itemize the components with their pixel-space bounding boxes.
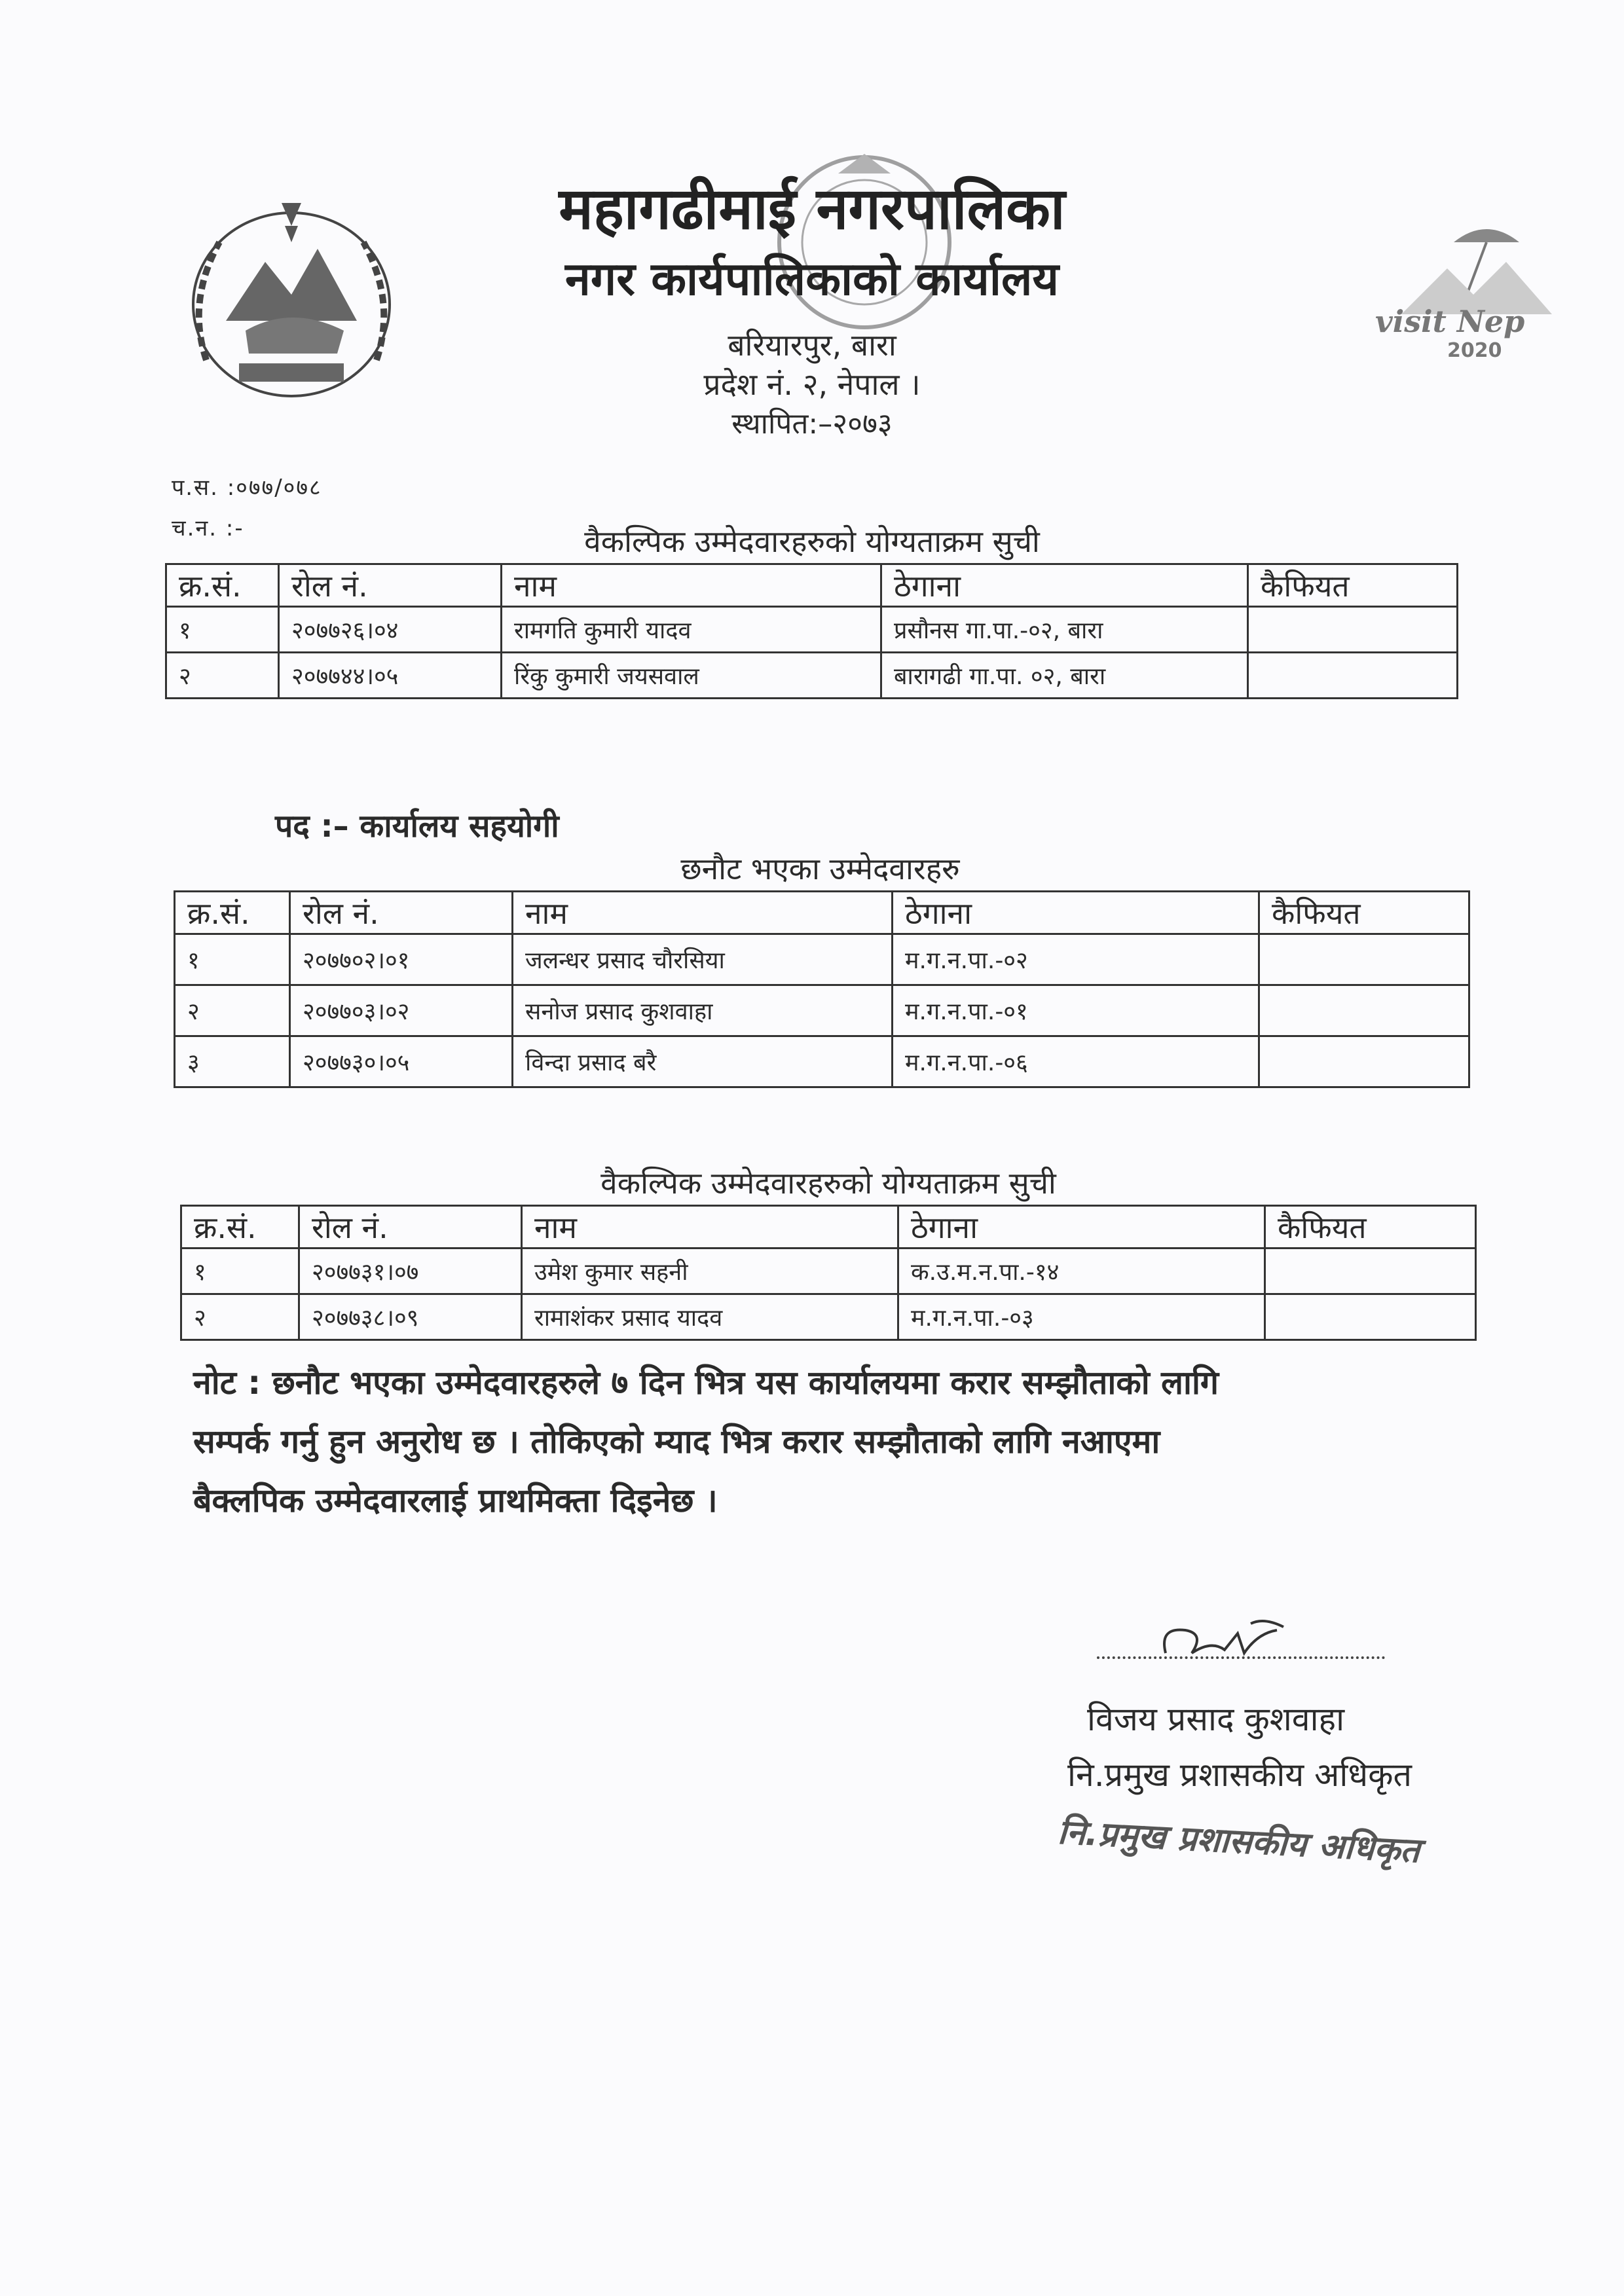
table-row xyxy=(181,1248,1476,1294)
designation-rubber-stamp: नि.प्रमुख प्रशासकीय अधिकृत xyxy=(1056,1812,1421,1871)
cell-name: रामगति कुमारी यादव xyxy=(502,607,881,653)
cell-roll: २०७७०२।०१ xyxy=(290,934,513,985)
established-year: स्थापित:–२०७३ xyxy=(731,407,893,441)
cell-remarks xyxy=(1259,985,1469,1036)
post-title: पद :– कार्यालय सहयोगी xyxy=(275,808,559,845)
cell-serial: २ xyxy=(166,653,279,699)
cell-name: उमेश कुमार सहनी xyxy=(522,1248,898,1294)
cell-address: म.ग.न.पा.-०२ xyxy=(893,934,1259,985)
address-line1: बरियारपुर, बारा xyxy=(728,327,896,363)
table3-title: वैकल्पिक उम्मेदवारहरुको योग्यताक्रम सुची xyxy=(600,1165,1056,1201)
col-roll: रोल नं. xyxy=(279,564,502,607)
cell-name: रिंकु कुमारी जयसवाल xyxy=(502,653,881,699)
office-name: नगर कार्यपालिकाको कार्यालय xyxy=(564,252,1060,306)
cell-address: म.ग.न.पा.-०१ xyxy=(893,985,1259,1036)
cell-name: विन्दा प्रसाद बरै xyxy=(513,1036,893,1087)
cell-serial: १ xyxy=(166,607,279,653)
note-line-3: बैक्लपिक उम्मेदवारलाई प्राथमिक्ता दिइनेछ । xyxy=(193,1482,718,1520)
cell-roll: २०७७४४।०५ xyxy=(279,653,502,699)
dispatch-number: च.न. :- xyxy=(172,515,244,541)
table-row xyxy=(166,653,1458,699)
signature-line xyxy=(1097,1656,1385,1659)
table-header-row xyxy=(181,1206,1476,1248)
col-name: नाम xyxy=(513,892,893,934)
note-line-2: सम्पर्क गर्नु हुन अनुरोध छ । तोकिएको म्याद भित्र करार सम्झौताको लागि नआएमा xyxy=(193,1423,1160,1461)
cell-name: सनोज प्रसाद कुशवाहा xyxy=(513,985,893,1036)
cell-remarks xyxy=(1259,934,1469,985)
col-roll: रोल नं. xyxy=(299,1206,522,1248)
cell-address: बारागढी गा.पा. ०२, बारा xyxy=(881,653,1248,699)
address-line2: प्रदेश नं. २, नेपाल । xyxy=(703,367,921,402)
cell-remarks xyxy=(1259,1036,1469,1087)
cell-serial: १ xyxy=(175,934,290,985)
col-name: नाम xyxy=(502,564,881,607)
col-name: नाम xyxy=(522,1206,898,1248)
table-row xyxy=(175,1036,1469,1087)
cell-roll: २०७७३८।०९ xyxy=(299,1294,522,1340)
table1-title: वैकल्पिक उम्मेदवारहरुको योग्यताक्रम सुची xyxy=(584,524,1040,559)
cell-address: क.उ.म.न.पा.-१४ xyxy=(898,1248,1265,1294)
table-row xyxy=(166,607,1458,653)
handwritten-signature xyxy=(1153,1614,1297,1673)
col-address: ठेगाना xyxy=(898,1206,1265,1248)
cell-address: प्रसौनस गा.पा.-०२, बारा xyxy=(881,607,1248,653)
signatory-name: विजय प्रसाद कुशवाहा xyxy=(1087,1700,1345,1738)
cell-serial: १ xyxy=(181,1248,299,1294)
cell-address: म.ग.न.पा.-०३ xyxy=(898,1294,1265,1340)
table-row xyxy=(175,934,1469,985)
table-row xyxy=(175,985,1469,1036)
cell-serial: २ xyxy=(175,985,290,1036)
signatory-title: नि.प्रमुख प्रशासकीय अधिकृत xyxy=(1067,1756,1412,1794)
cell-serial: २ xyxy=(181,1294,299,1340)
visit-nepal-text: visit Nep xyxy=(1375,304,1525,339)
cell-remarks xyxy=(1248,653,1458,699)
cell-name: जलन्धर प्रसाद चौरसिया xyxy=(513,934,893,985)
col-roll: रोल नं. xyxy=(290,892,513,934)
table-row xyxy=(181,1294,1476,1340)
cell-remarks xyxy=(1265,1294,1476,1340)
table-header-row xyxy=(175,892,1469,934)
col-address: ठेगाना xyxy=(881,564,1248,607)
col-serial: क्र.सं. xyxy=(166,564,279,607)
visit-nepal-logo xyxy=(1375,216,1559,386)
col-remarks: कैफियत xyxy=(1265,1206,1476,1248)
alternate-candidates-table-2 xyxy=(180,1205,1477,1341)
cell-name: रामाशंकर प्रसाद यादव xyxy=(522,1294,898,1340)
col-serial: क्र.सं. xyxy=(181,1206,299,1248)
visit-nepal-year: 2020 xyxy=(1447,339,1502,362)
col-address: ठेगाना xyxy=(893,892,1259,934)
col-remarks: कैफियत xyxy=(1259,892,1469,934)
cell-roll: २०७७२६।०४ xyxy=(279,607,502,653)
cell-remarks xyxy=(1265,1248,1476,1294)
alternate-candidates-table-1 xyxy=(165,563,1458,699)
cell-address: म.ग.न.पा.-०६ xyxy=(893,1036,1259,1087)
cell-serial: ३ xyxy=(175,1036,290,1087)
selected-candidates-table xyxy=(174,890,1470,1088)
org-name: महागढीमाई नगरपालिका xyxy=(559,175,1065,242)
note-line-1: नोट : छनौट भएका उम्मेदवारहरुले ७ दिन भित्र यस कार्यालयमा करार सम्झौताको लागि xyxy=(193,1364,1219,1402)
cell-roll: २०७७०३।०२ xyxy=(290,985,513,1036)
col-serial: क्र.सं. xyxy=(175,892,290,934)
cell-roll: २०७७३१।०७ xyxy=(299,1248,522,1294)
col-remarks: कैफियत xyxy=(1248,564,1458,607)
table-header-row xyxy=(166,564,1458,607)
fiscal-year-ref: प.स. :०७७/०७८ xyxy=(172,475,322,501)
cell-remarks xyxy=(1248,607,1458,653)
table2-title: छनौट भएका उम्मेदवारहरु xyxy=(680,851,960,886)
cell-roll: २०७७३०।०५ xyxy=(290,1036,513,1087)
